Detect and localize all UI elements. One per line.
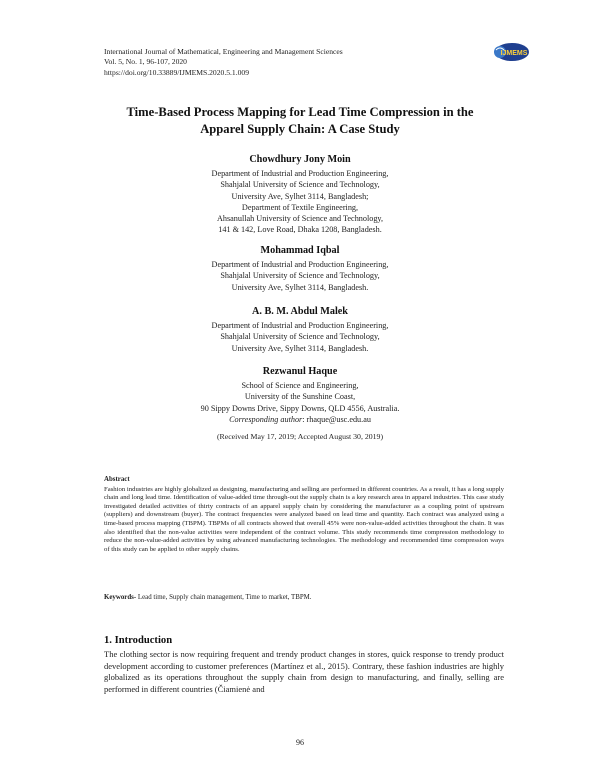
author-block (100, 365, 500, 425)
title-line: Time-Based Process Mapping for Lead Time Compression in the (126, 105, 474, 119)
author-block (100, 153, 500, 236)
keywords-text: Lead time, Supply chain management, Time to market, TBPM. (136, 594, 312, 601)
affiliation-line: Department of Textile Engineering, (241, 202, 359, 212)
affiliation-line: Shahjalal University of Science and Technology, (220, 332, 380, 342)
logo-text: IJMEMS (500, 50, 528, 57)
introduction-text: The clothing sector is now requiring frequent and trendy product changes in stores, quick response to trendy product development according to customer preferences (Martínez et al., 2015). Contrary, these fashion industries are highly globalized as its operations throughout the supply chain from design to manufacturing, and finally, selling are performed in different countries (Čiamienė and (104, 649, 504, 694)
volume-info: Vol. 5, No. 1, 96-107, 2020 (104, 57, 187, 67)
author-name: Mohammad Iqbal (260, 245, 340, 256)
corresponding-author (100, 414, 500, 425)
journal-logo (494, 42, 530, 62)
affiliation-line: School of Science and Engineering, (241, 381, 359, 390)
affiliation-line: Shahjalal University of Science and Technology, (220, 180, 380, 190)
corresponding-label: Corresponding author (229, 414, 303, 424)
author-name: Rezwanul Haque (262, 366, 338, 377)
affiliation-line: Shahjalal University of Science and Technology, (220, 271, 380, 281)
journal-header (104, 47, 343, 78)
affiliation-line: 90 Sippy Downs Drive, Sippy Downs, QLD 4556, Australia. (200, 403, 400, 413)
section-heading: 1. Introduction (104, 635, 173, 646)
journal-name: International Journal of Mathematical, Engineering and Management Sciences (104, 47, 343, 56)
page-number: 96 (296, 738, 304, 747)
affiliation-line: Ahsanullah University of Science and Technology, (216, 214, 384, 224)
keywords-label: Keywords- (104, 594, 137, 601)
author-name: A. B. M. Abdul Malek (252, 306, 348, 317)
affiliation-line: Department of Industrial and Production Engineering, (211, 260, 389, 269)
affiliation-line: University Ave, Sylhet 3114, Bangladesh; (231, 191, 369, 201)
title-line: Apparel Supply Chain: A Case Study (200, 121, 400, 136)
affiliation-line: Department of Industrial and Production Engineering, (211, 169, 389, 178)
paper-title (100, 104, 500, 137)
affiliation-line: 141 & 142, Love Road, Dhaka 1208, Bangladesh. (218, 225, 382, 235)
author-name: Chowdhury Jony Moin (249, 154, 351, 165)
keywords (104, 594, 504, 601)
affiliation-line: University Ave, Sylhet 3114, Bangladesh. (231, 343, 369, 353)
affiliation-line: Department of Industrial and Production Engineering, (211, 321, 389, 330)
corresponding-email[interactable]: : rhaque@usc.edu.au (302, 414, 371, 424)
abstract-text: Fashion industries are highly globalized as designing, manufacturing and selling are performed in different countries. As a result, it has a long supply chain and long lead time. Identification of value-added time through-out the supply chain is a key research area in apparel industries. This case study investigated detailed activities of thirty contracts of an apparel supply chain by considering the manufacturer as a coupling point of upstream (suppliers) and downstream (buyer). The contract frequencies were analyzed based on lead time and quantity. Each contract was analyzed using a time-based process mapping (TBPM). TBPMs of all contracts showed that overall 45% were non-value-added activities throughout the chain. It was also identified that the non-value activities were independent of the contract volume. This study recommends time compression methodology to reduce the non-value-added activities by using advanced manufacturing technologies. The methodology and recommended time compression ways of this study can be applied to other supply chains. (104, 485, 504, 553)
doi-link[interactable]: https://doi.org/10.33889/IJMEMS.2020.5.1.009 (104, 67, 249, 77)
affiliation-line: University of the Sunshine Coast, (244, 392, 356, 402)
affiliation-line: University Ave, Sylhet 3114, Bangladesh. (231, 282, 369, 292)
received-dates: (Received May 17, 2019; Accepted August 30, 2019) (216, 432, 384, 441)
abstract-heading: Abstract (104, 476, 130, 483)
abstract (104, 476, 504, 554)
author-block (100, 305, 500, 354)
author-block (100, 244, 500, 293)
